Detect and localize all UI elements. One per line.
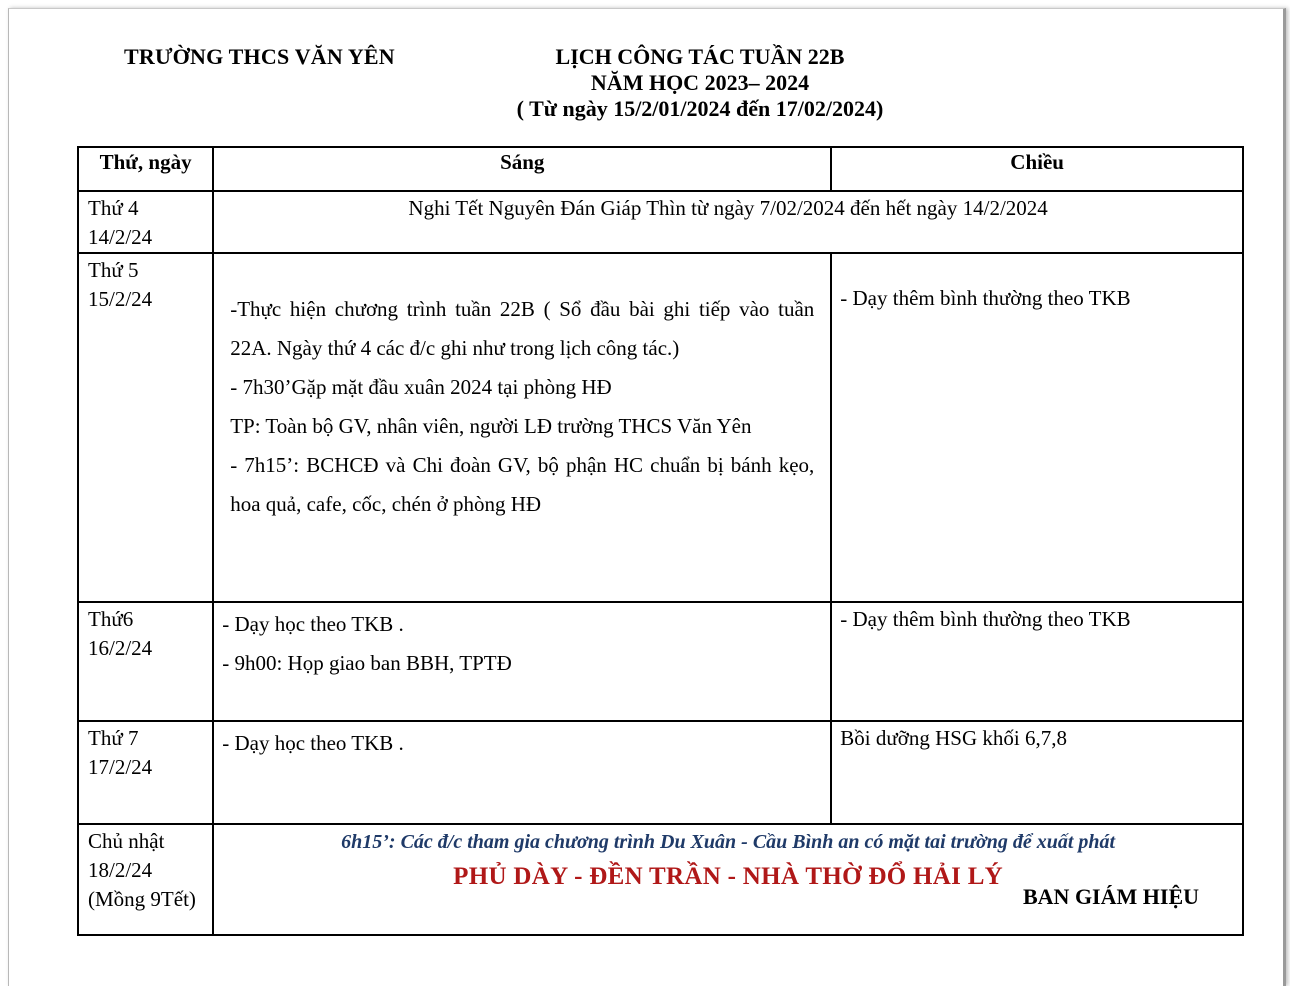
signature: BAN GIÁM HIỆU bbox=[1023, 884, 1200, 909]
morning-cell bbox=[213, 721, 831, 824]
day-name: Thứ 7 bbox=[88, 726, 139, 750]
column-header-morning: Sáng bbox=[213, 147, 831, 191]
day-name: Thứ6 bbox=[88, 607, 134, 631]
morning-item: - Dạy học theo TKB . bbox=[222, 731, 404, 755]
table-row bbox=[78, 721, 1243, 824]
excursion-cell bbox=[213, 824, 1243, 935]
day-date: 14/2/24 bbox=[88, 225, 153, 249]
date-range: ( Từ ngày 15/2/01/2024 đến 17/02/2024) bbox=[516, 96, 884, 121]
table-row bbox=[78, 602, 1243, 721]
excursion-note: 6h15’: Các đ/c tham gia chương trình Du Xuân - Cầu Bình an có mặt tai trường để xuất phát bbox=[341, 831, 1116, 853]
column-header-day: Thứ, ngày bbox=[78, 147, 213, 191]
table-row bbox=[78, 191, 1243, 253]
afternoon-cell: Bồi dưỡng HSG khối 6,7,8 bbox=[831, 721, 1243, 824]
day-date: 15/2/24 bbox=[88, 287, 153, 311]
column-header-afternoon: Chiều bbox=[831, 147, 1243, 191]
school-name: TRƯỜNG THCS VĂN YÊN bbox=[124, 44, 395, 69]
day-date: 16/2/24 bbox=[88, 636, 153, 660]
holiday-note: Nghi Tết Nguyên Đán Giáp Thìn từ ngày 7/02/2024 đến hết ngày 14/2/2024 bbox=[213, 191, 1243, 253]
page-title: LỊCH CÔNG TÁC TUẦN 22B bbox=[555, 44, 845, 69]
table-row bbox=[78, 824, 1243, 935]
day-cell bbox=[78, 191, 213, 253]
table-header-row bbox=[78, 147, 1243, 191]
day-cell bbox=[78, 253, 213, 602]
day-cell bbox=[78, 721, 213, 824]
schedule-table bbox=[77, 146, 1244, 936]
day-cell bbox=[78, 602, 213, 721]
day-date: 18/2/24 bbox=[88, 858, 153, 882]
morning-item: TP: Toàn bộ GV, nhân viên, người LĐ trường THCS Văn Yên bbox=[230, 414, 752, 438]
day-cell bbox=[78, 824, 213, 935]
excursion-destination: PHỦ DÀY - ĐỀN TRẦN - NHÀ THỜ ĐỔ HẢI LÝ bbox=[453, 863, 1004, 890]
morning-cell bbox=[213, 253, 831, 602]
morning-cell bbox=[213, 602, 831, 721]
day-name: Chủ nhật bbox=[88, 829, 165, 853]
school-year: NĂM HỌC 2023– 2024 bbox=[590, 70, 810, 95]
day-name: Thứ 5 bbox=[88, 258, 139, 282]
day-date: 17/2/24 bbox=[88, 755, 153, 779]
morning-item: -Thực hiện chương trình tuần 22B ( Sổ đầu bài ghi tiếp vào tuần 22A. Ngày thứ 4 các đ/c ghi như trong lịch công tác.) bbox=[230, 297, 815, 360]
morning-item: - 9h00: Họp giao ban BBH, TPTĐ bbox=[222, 651, 512, 675]
morning-item: - 7h30’Gặp mặt đầu xuân 2024 tại phòng HĐ bbox=[230, 375, 612, 399]
day-name: Thứ 4 bbox=[88, 196, 139, 220]
afternoon-cell: - Dạy thêm bình thường theo TKB bbox=[831, 253, 1243, 602]
day-note: (Mồng 9Tết) bbox=[88, 887, 196, 911]
afternoon-cell: - Dạy thêm bình thường theo TKB bbox=[831, 602, 1243, 721]
table-row bbox=[78, 253, 1243, 602]
morning-item: - Dạy học theo TKB . bbox=[222, 612, 404, 636]
morning-item: - 7h15’: BCHCĐ và Chi đoàn GV, bộ phận HC chuẩn bị bánh kẹo, hoa quả, cafe, cốc, chén ở phòng HĐ bbox=[230, 453, 815, 516]
title-block bbox=[450, 44, 950, 122]
